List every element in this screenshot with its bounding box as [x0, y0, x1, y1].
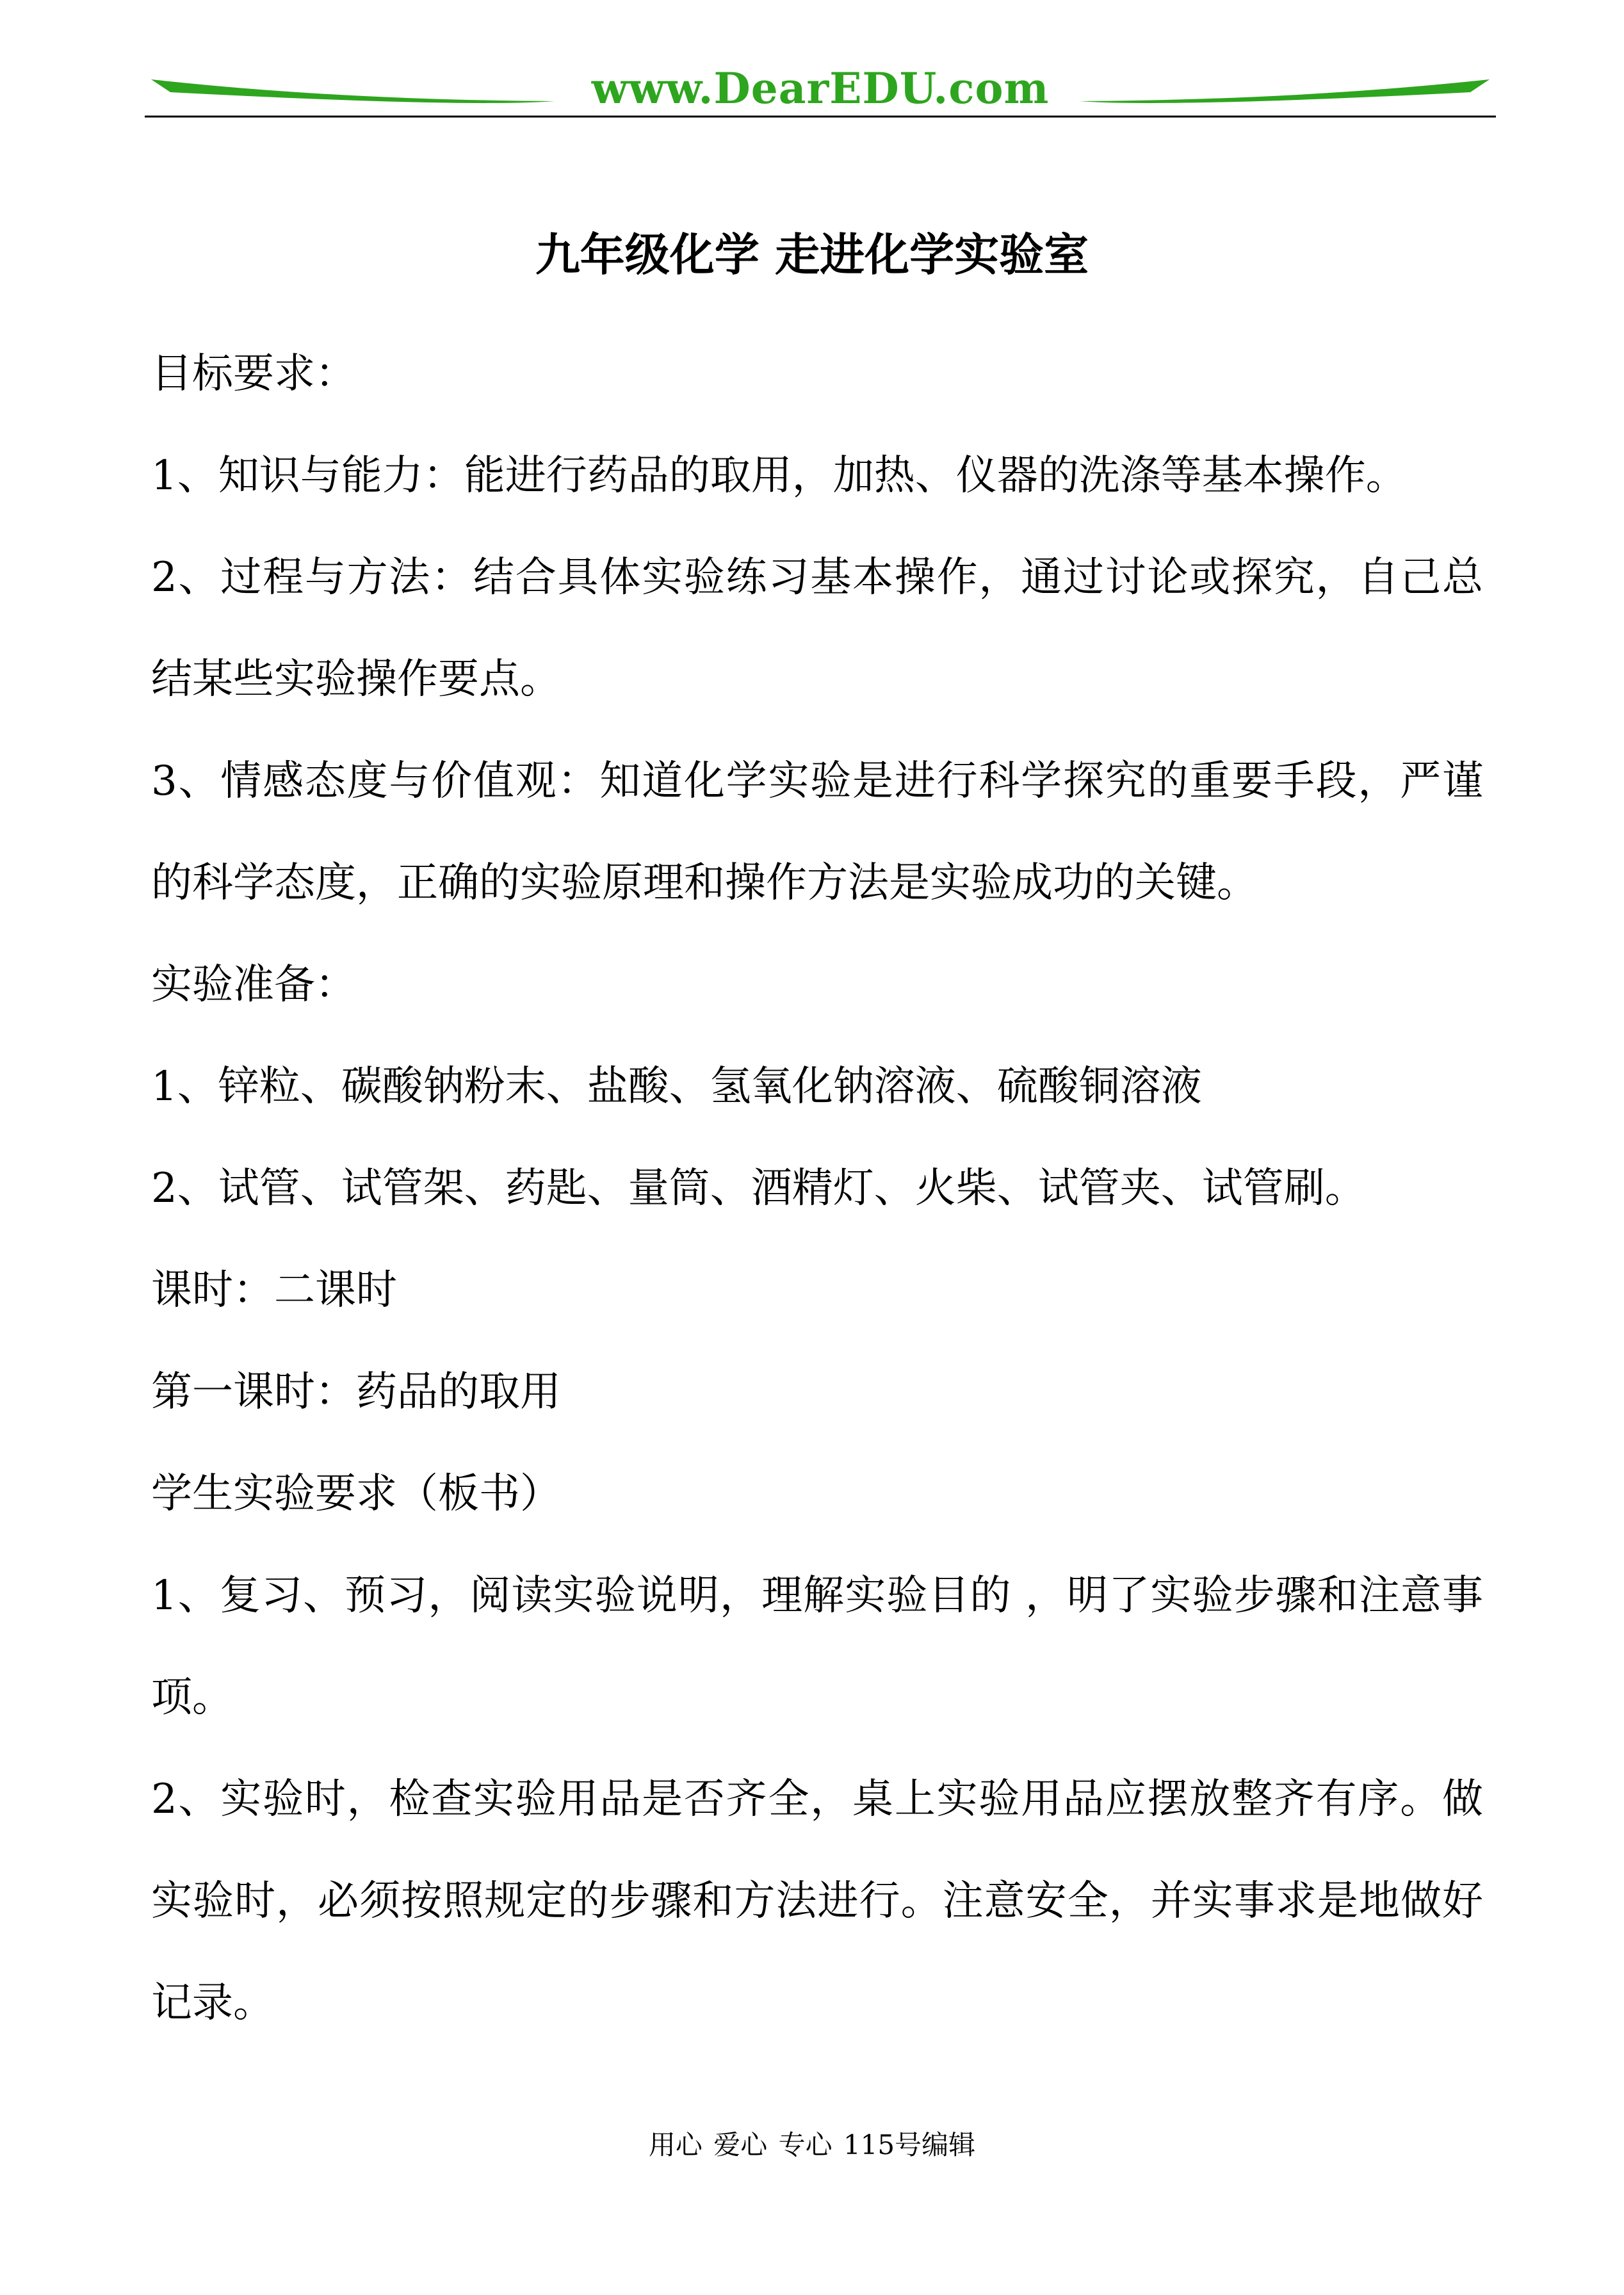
student-requirements-heading: 学生实验要求（板书） [151, 1470, 561, 1518]
site-brand-logo: www.DearEDU.com [591, 63, 1050, 113]
site-header-banner [145, 61, 1496, 126]
preparation-item-2: 2、试管、试管架、药匙、量筒、酒精灯、火柴、试管夹、试管刷。 [151, 1165, 1366, 1212]
goal-item-1: 1、知识与能力：能进行药品的取用，加热、仪器的洗涤等基本操作。 [151, 452, 1407, 499]
page-footer: 用心 爱心 专心 115号编辑 [648, 2129, 976, 2161]
section-heading-preparation: 实验准备： [151, 961, 356, 1009]
section-heading-goals: 目标要求： [151, 350, 356, 398]
document-body [151, 323, 1483, 2054]
class-hours: 课时：二课时 [151, 1267, 397, 1314]
goal-item-3: 3、情感态度与价值观：知道化学实验是进行科学探究的重要手段，严谨的科学态度，正确的实验原理和操作方法是实验成功的关键。 [151, 758, 1483, 907]
document-title: 九年级化学 走进化学实验室 [535, 228, 1089, 281]
preparation-item-1: 1、锌粒、碳酸钠粉末、盐酸、氢氧化钠溶液、硫酸铜溶液 [151, 1063, 1202, 1110]
requirement-item-1: 1、复习、预习，阅读实验说明，理解实验目的 ，明了实验步骤和注意事项。 [151, 1572, 1483, 1721]
goal-item-2: 2、过程与方法：结合具体实验练习基本操作，通过讨论或探究，自己总结某些实验操作要点。 [151, 554, 1483, 703]
requirement-item-2: 2、实验时，检查实验用品是否齐全，桌上实验用品应摆放整齐有序。做实验时，必须按照规定的步骤和方法进行。注意安全，并实事求是地做好记录。 [151, 1776, 1483, 2027]
lesson-one-heading: 第一课时：药品的取用 [151, 1368, 561, 1416]
